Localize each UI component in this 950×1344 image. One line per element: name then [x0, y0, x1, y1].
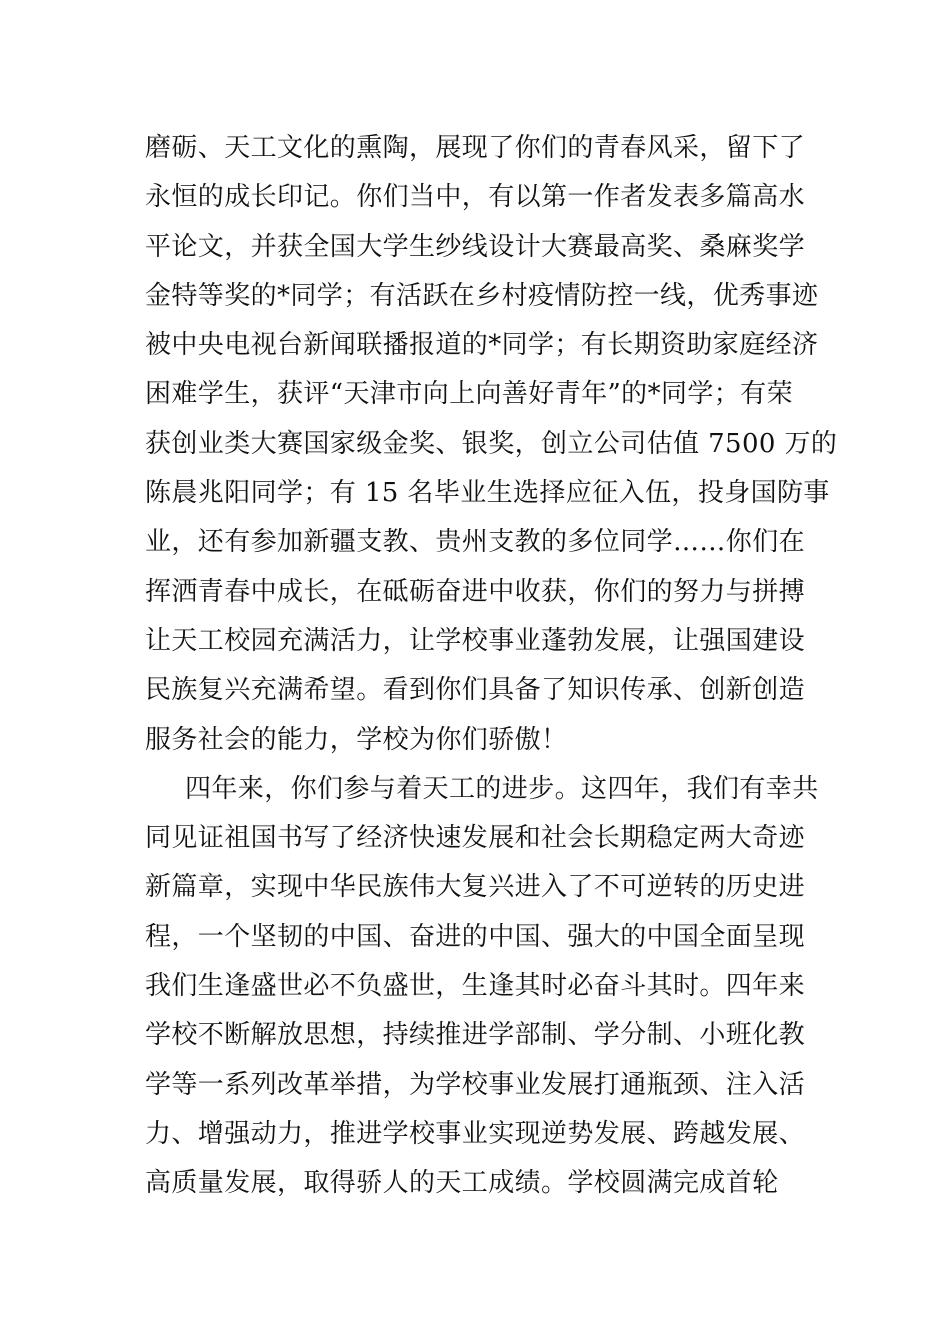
- text-line: 新篇章，实现中华民族伟大复兴进入了不可逆转的历史进: [145, 872, 806, 903]
- text-line: 我们生逢盛世必不负盛世，生逢其时必奋斗其时。四年来: [145, 971, 806, 1002]
- paragraph-start-line: 四年来，你们参与着天工的进步。这四年，我们有幸共: [185, 773, 819, 804]
- text-line: 学等一系列改革举措，为学校事业发展打通瓶颈、注入活: [145, 1069, 806, 1100]
- text-line: 困难学生，获评“天津市向上向善好青年”的*同学；有荣: [145, 379, 793, 410]
- text-line: 民族复兴充满希望。看到你们具备了知识传承、创新创造: [145, 675, 806, 706]
- text-line: 同见证祖国书写了经济快速发展和社会长期稳定两大奇迹: [145, 823, 806, 854]
- text-line: 金特等奖的*同学；有活跃在乡村疫情防控一线，优秀事迹: [145, 280, 819, 311]
- text-line: 磨砺、天工文化的熏陶，展现了你们的青春风采，留下了: [145, 133, 806, 163]
- body-text: [145, 124, 838, 1209]
- text-line: 平论文，并获全国大学生纱线设计大赛最高奖、桑麻奖学: [145, 231, 806, 262]
- text-line: 让天工校园充满活力，让学校事业蓬勃发展，让强国建设: [145, 625, 806, 656]
- text-line: 挥洒青春中成长，在砥砺奋进中收获，你们的努力与拼搏: [145, 576, 806, 607]
- text-line: 业，还有参加新疆支教、贵州支教的多位同学……你们在: [145, 527, 806, 558]
- text-line: 陈晨兆阳同学；有 15 名毕业生选择应征入伍，投身国防事: [145, 478, 830, 509]
- text-line: 高质量发展，取得骄人的天工成绩。学校圆满完成首轮: [145, 1168, 779, 1199]
- text-line: 服务社会的能力，学校为你们骄傲！: [145, 724, 568, 755]
- text-line: 被中央电视台新闻联播报道的*同学；有长期资助家庭经济: [145, 330, 819, 361]
- text-line: 程，一个坚韧的中国、奋进的中国、强大的中国全面呈现: [145, 921, 806, 952]
- text-line: 力、增强动力，推进学校事业实现逆势发展、跨越发展、: [145, 1118, 806, 1149]
- text-line: 永恒的成长印记。你们当中，有以第一作者发表多篇高水: [145, 182, 806, 213]
- text-line: 获创业类大赛国家级金奖、银奖，创立公司估值 7500 万的: [145, 428, 838, 459]
- text-line: 学校不断解放思想，持续推进学部制、学分制、小班化教: [145, 1020, 806, 1051]
